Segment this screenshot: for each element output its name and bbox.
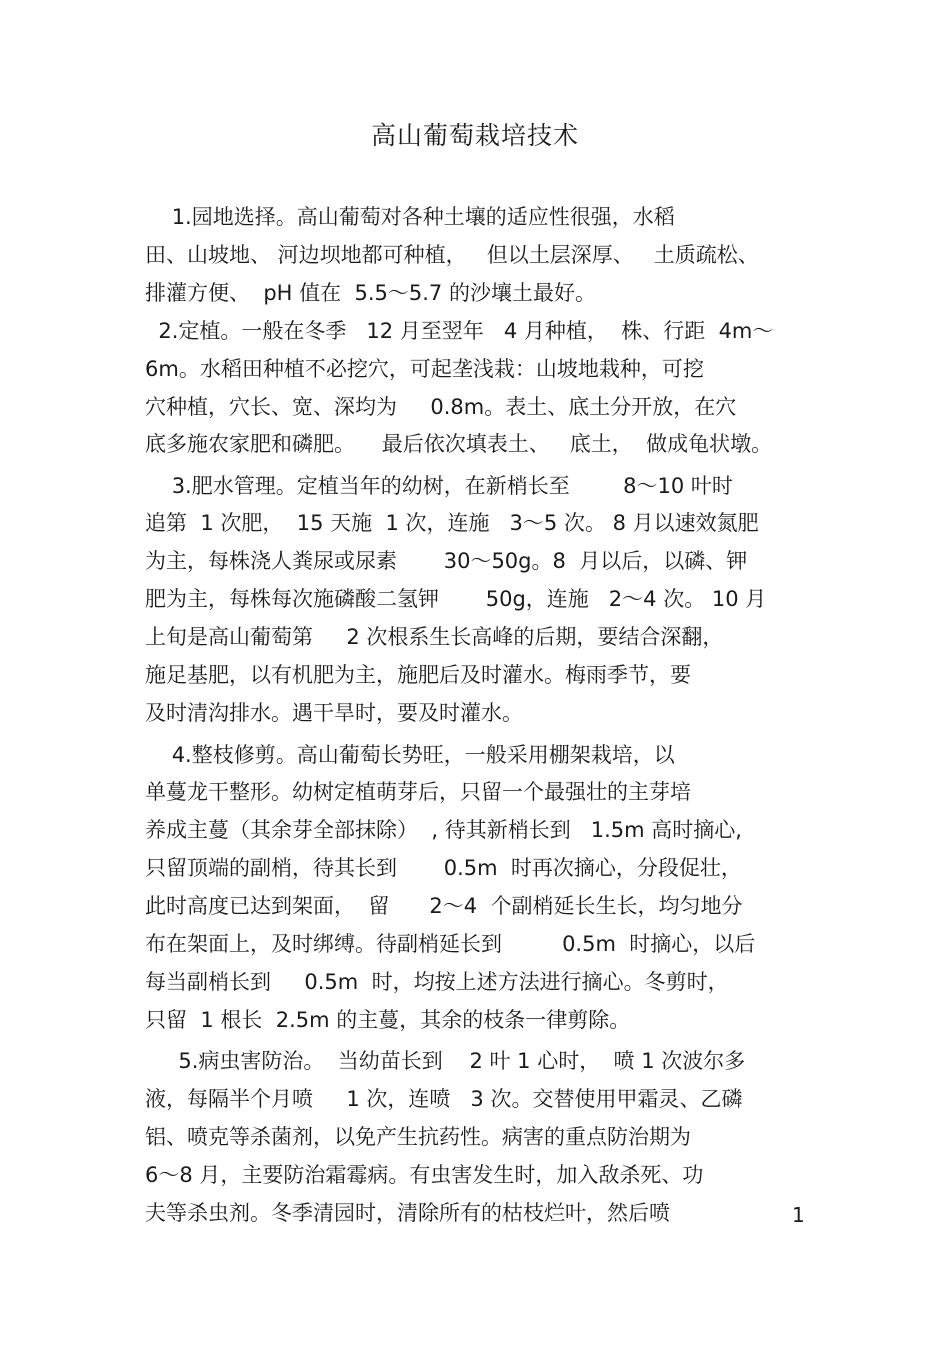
body-line: 4.整枝修剪。高山葡萄长势旺，一般采用棚架栽培，以	[145, 743, 675, 767]
body-line: 上旬是高山葡萄第 2 次根系生长高峰的后期，要结合深翻，	[145, 625, 724, 649]
body-line: 夫等杀虫剂。冬季清园时，清除所有的枯枝烂叶，然后喷	[145, 1201, 670, 1225]
body-line: 田、山坡地、 河边坝地都可种植， 但以土层深厚、 土质疏松、	[145, 243, 759, 267]
body-line: 1.园地选择。高山葡萄对各种土壤的适应性很强，水稻	[145, 205, 675, 229]
body-line: 排灌方便、 pH 值在 5.5～5.7 的沙壤土最好。	[145, 281, 596, 305]
body-line: 只留 1 根长 2.5m 的主蔓，其余的枝条一律剪除。	[145, 1008, 631, 1032]
document-title: 高山葡萄栽培技术	[370, 121, 579, 150]
page-number: 1	[792, 1203, 805, 1227]
body-line: 为主，每株浇人粪尿或尿素 30～50g。8 月以后，以磷、钾	[145, 549, 748, 573]
body-line: 每当副梢长到 0.5m 时，均按上述方法进行摘心。冬剪时，	[145, 970, 729, 994]
body-line: 铝、喷克等杀菌剂，以免产生抗药性。病害的重点防治期为	[145, 1125, 691, 1149]
body-line: 底多施农家肥和磷肥。 最后依次填表土、 底土， 做成龟状墩。	[145, 432, 773, 456]
body-line: 追第 1 次肥， 15 天施 1 次，连施 3～5 次。 8 月以速效氮肥	[145, 511, 759, 535]
body-line: 液，每隔半个月喷 1 次，连喷 3 次。交替使用甲霜灵、乙磷	[145, 1087, 743, 1111]
body-line: 2.定植。一般在冬季 12 月至翌年 4 月种植， 株、行距 4m～	[145, 319, 774, 343]
body-line: 及时清沟排水。遇干旱时，要及时灌水。	[145, 701, 523, 725]
body-line: 肥为主，每株每次施磷酸二氢钾 50g，连施 2～4 次。 10 月	[145, 587, 767, 611]
body-line: 布在架面上，及时绑缚。待副梢延长到 0.5m 时摘心，以后	[145, 932, 756, 956]
body-line: 6m。水稻田种植不必挖穴，可起垄浅栽：山坡地栽种，可挖	[145, 357, 704, 381]
body-line: 5.病虫害防治。 当幼苗长到 2 叶 1 心时， 喷 1 次波尔多	[145, 1049, 746, 1073]
body-line: 养成主蔓（其余芽全部抹除） , 待其新梢长到 1.5m 高时摘心,	[145, 818, 742, 842]
body-line: 6～8 月，主要防治霜霉病。有虫害发生时，加入敌杀死、功	[145, 1163, 704, 1187]
body-line: 施足基肥，以有机肥为主，施肥后及时灌水。梅雨季节，要	[145, 663, 691, 687]
body-line: 3.肥水管理。定植当年的幼树，在新梢长至 8～10 叶时	[145, 474, 733, 498]
body-line: 此时高度已达到架面， 留 2～4 个副梢延长生长，均匀地分	[145, 894, 743, 918]
body-line: 穴种植，穴长、宽、深均为 0.8m。表土、底土分开放，在穴	[145, 395, 737, 419]
body-line: 只留顶端的副梢，待其长到 0.5m 时再次摘心，分段促壮，	[145, 856, 742, 880]
body-line: 单蔓龙干整形。幼树定植萌芽后，只留一个最强壮的主芽培	[145, 780, 691, 804]
